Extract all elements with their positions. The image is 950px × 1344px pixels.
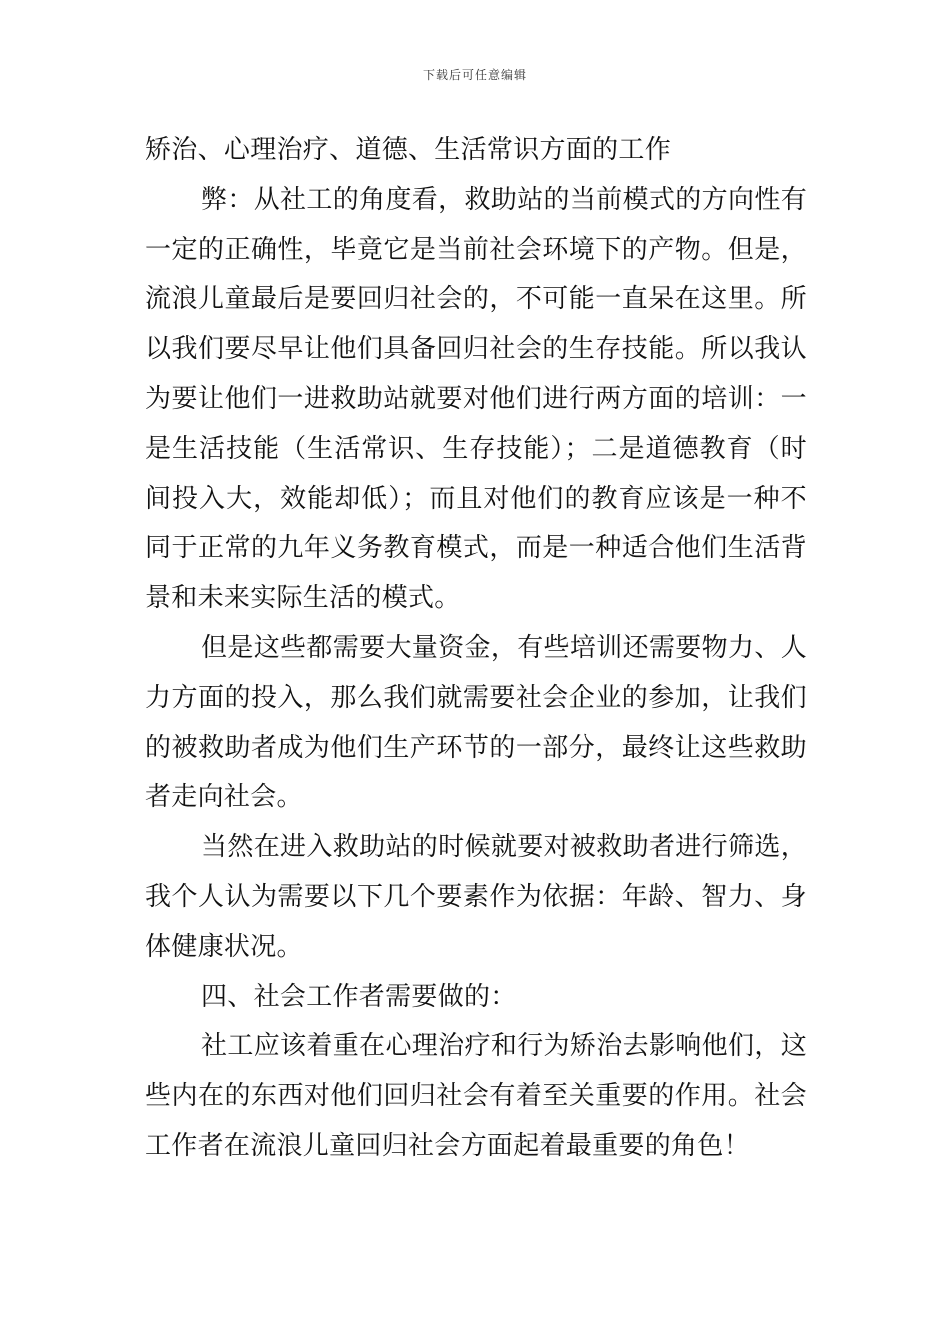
section-heading-social-workers: 四、社会工作者需要做的： — [201, 981, 517, 1012]
document-body — [145, 126, 807, 1172]
paragraph-screening: 当然在进入救助站的时候就要对被救助者进行筛选，我个人认为需要以下几个要素作为依据：年龄、智力、身体健康状况。 — [145, 832, 807, 962]
page-header-note: 下载后可任意编辑 — [422, 68, 527, 82]
paragraph-social-worker-role: 社工应该着重在心理治疗和行为矫治去影响他们，这些内在的东西对他们回归社会有着至关重要的作用。社会工作者在流浪儿童回归社会方面起着最重要的角色！ — [145, 1031, 807, 1161]
paragraph-funding: 但是这些都需要大量资金，有些培训还需要物力、人力方面的投入，那么我们就需要社会企业的参加，让我们的被救助者成为他们生产环节的一部分，最终让这些救助者走向社会。 — [145, 632, 807, 813]
paragraph-disadvantages: 弊：从社工的角度看，救助站的当前模式的方向性有一定的正确性，毕竟它是当前社会环境下的产物。但是，流浪儿童最后是要回归社会的，不可能一直呆在这里。所以我们要尽早让他们具备回归社会的生存技能。所以我认为要让他们一进救助站就要对他们进行两方面的培训：一是生活技能（生活常识、生存技能）；二是道德教育（时间投入大，效能却低）；而且对他们的教育应该是一种不同于正常的九年义务教育模式，而是一种适合他们生活背景和未来实际生活的模式。 — [145, 184, 807, 614]
paragraph-continuation: 矫治、心理治疗、道德、生活常识方面的工作 — [145, 135, 672, 165]
